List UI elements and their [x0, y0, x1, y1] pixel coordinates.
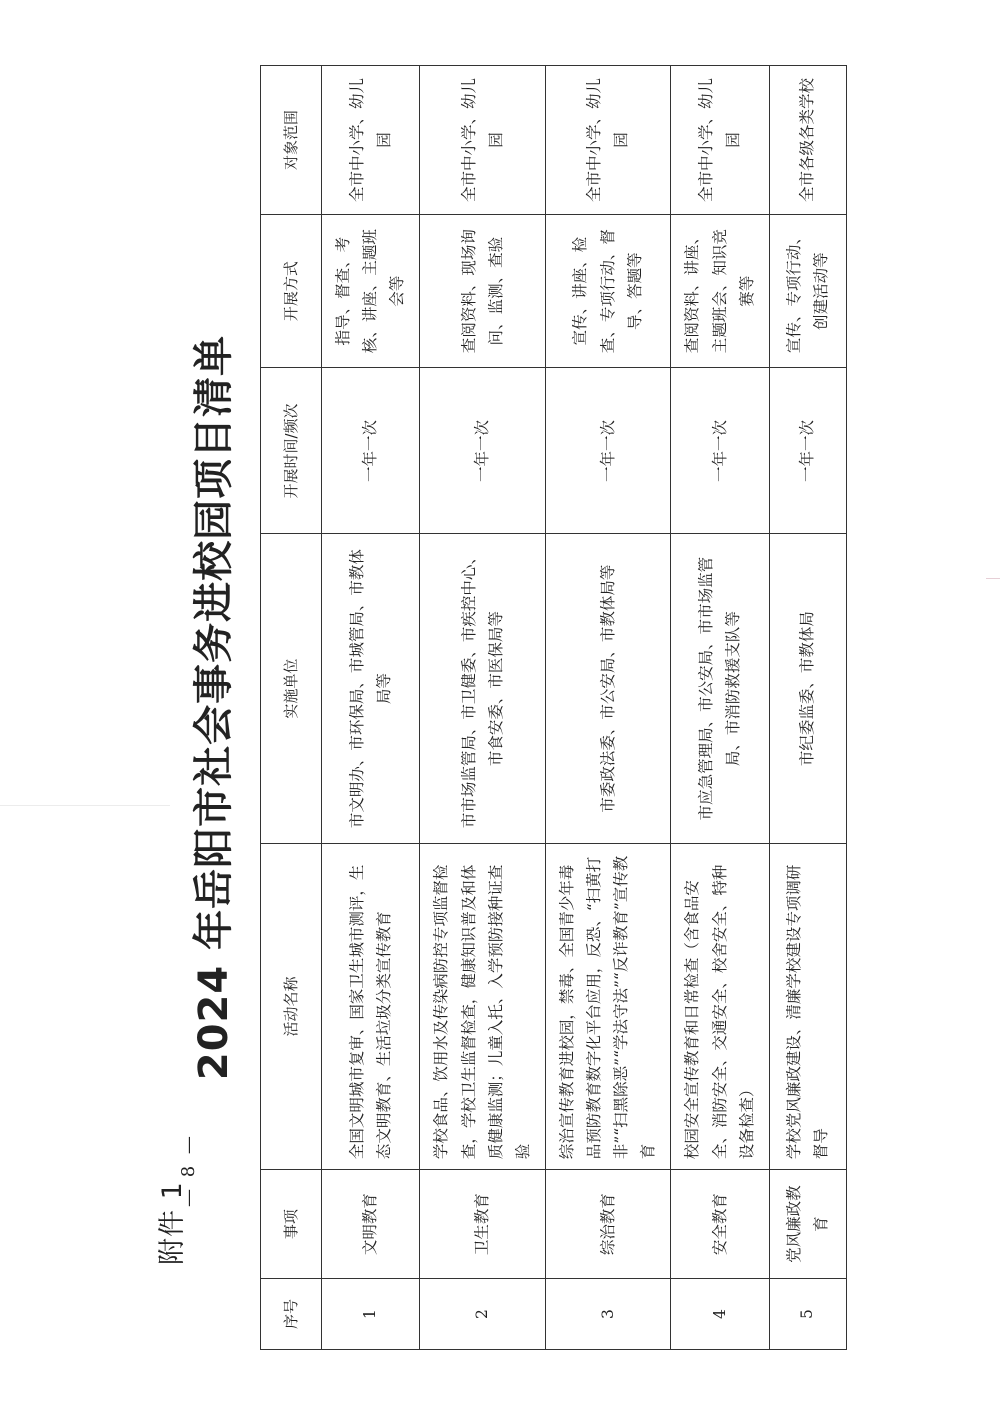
cell-activity: 校园安全宣传教育和日常检查（含食品安全、消防安全、交通安全、校舍安全、特种设备检查）: [671, 843, 769, 1169]
cell-scope: 全市中小学、幼儿园: [671, 66, 769, 215]
cell-activity: 全国文明城市复审、国家卫生城市测评，生态文明教育、生活垃圾分类宣传教育: [322, 843, 420, 1169]
cell-index: 1: [322, 1279, 420, 1350]
header-frequency: 开展时间/频次: [261, 368, 322, 534]
header-category: 事项: [261, 1170, 322, 1279]
cell-method: 指导、督查、考核、讲座、主题班会等: [322, 214, 420, 367]
cell-category: 综治教育: [545, 1170, 671, 1279]
cell-category: 安全教育: [671, 1170, 769, 1279]
table-row: [322, 66, 420, 1350]
table-row: [545, 66, 671, 1350]
cell-index: 4: [671, 1279, 769, 1350]
cell-scope: 全市中小学、幼儿园: [420, 66, 546, 215]
cell-frequency: 一年一次: [322, 368, 420, 534]
header-index: 序号: [261, 1279, 322, 1350]
cell-activity: 学校食品、饮用水及传染病防控专项监督检查，学校卫生监督检查，健康知识普及和体质健康监测；儿童入托、入学预防接种证查验: [420, 843, 546, 1169]
cell-activity: 综治宣传教育进校园，禁毒、全国青少年毒品预防教育数字化平台应用，反恐、“扫黄打非”“扫黑除恶”“学法守法”“反诈教育”宣传教育: [545, 843, 671, 1169]
cell-scope: 全市中小学、幼儿园: [545, 66, 671, 215]
cell-units: 市文明办、市环保局、市城管局、市教体局等: [322, 534, 420, 843]
attachment-label: 附件 1: [157, 1181, 188, 1265]
cell-scope: 全市各级各类学校: [769, 66, 846, 215]
cell-index: 2: [420, 1279, 546, 1350]
header-scope: 对象范围: [261, 66, 322, 215]
page-number-area: [178, 0, 199, 1415]
cell-frequency: 一年一次: [671, 368, 769, 534]
cell-method: 查阅资料、讲座、主题班会、知识竞赛等: [671, 214, 769, 367]
table-row: [671, 66, 769, 1350]
header-method: 开展方式: [261, 214, 322, 367]
cell-category: 卫生教育: [420, 1170, 546, 1279]
cell-units: 市市场监管局、市卫健委、市疾控中心、市食安委、市医保局等: [420, 534, 546, 843]
table-row: [420, 66, 546, 1350]
cell-category: 党风廉政教育: [769, 1170, 846, 1279]
cell-frequency: 一年一次: [769, 368, 846, 534]
cell-units: 市纪委监委、市教体局: [769, 534, 846, 843]
header-units: 实施单位: [261, 534, 322, 843]
cell-units: 市应急管理局、市公安局、市市场监管局、市消防救援支队等: [671, 534, 769, 843]
project-list-table: [260, 65, 847, 1350]
cell-method: 查阅资料、现场询问、监测、查验: [420, 214, 546, 367]
header-activity: 活动名称: [261, 843, 322, 1169]
cell-index: 3: [545, 1279, 671, 1350]
cell-index: 5: [769, 1279, 846, 1350]
cell-category: 文明教育: [322, 1170, 420, 1279]
cell-units: 市委政法委、市公安局、市教体局等: [545, 534, 671, 843]
table-header-row: [261, 66, 322, 1350]
table-row: [769, 66, 846, 1350]
page-title: 2024 年岳阳市社会事务进校园项目清单: [191, 334, 237, 1081]
cell-scope: 全市中小学、幼儿园: [322, 66, 420, 215]
cell-method: 宣传、专项行动、创建活动等: [769, 214, 846, 367]
cell-activity: 学校党风廉政建设、清廉学校建设专项调研督导: [769, 843, 846, 1169]
cell-frequency: 一年一次: [545, 368, 671, 534]
cell-frequency: 一年一次: [420, 368, 546, 534]
page-number: — 8 —: [178, 1133, 199, 1207]
cell-method: 宣传、讲座、检查、专项行动、督导、答题等: [545, 214, 671, 367]
